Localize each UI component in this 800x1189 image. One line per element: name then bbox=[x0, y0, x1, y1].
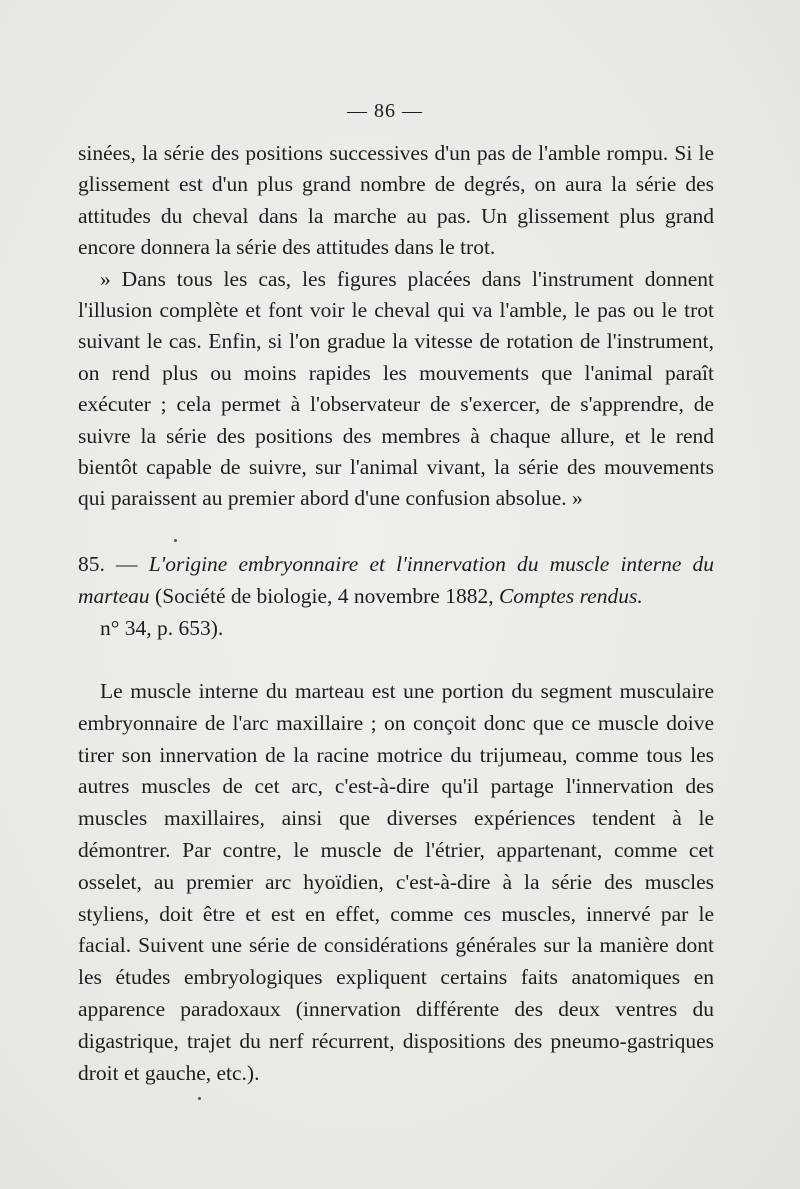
intro-text bbox=[78, 138, 714, 515]
entry-number: 85. — bbox=[78, 552, 138, 576]
ink-speck bbox=[198, 1097, 201, 1100]
entry-citation bbox=[78, 548, 714, 644]
summary-text bbox=[78, 676, 714, 1089]
summary-paragraph: Le muscle interne du marteau est une portion du segment musculaire embryonnaire de l'arc maxillaire ; on conçoit donc que ce muscle doive tirer son innervation de la racine motrice du trijumeau, comme tous les autres muscles de cet arc, c'est-à-dire qu'il partage l'innervation des muscles maxillaires, ainsi que diverses expériences tendent à le démontrer. Par contre, le muscle de l'étrier, appartenant, comme cet osselet, au premier arc hyoïdien, c'est-à-dire à la série des muscles styliens, doit être et est en effet, comme ces muscles, innervé par le facial. Suivent une série de considérations générales sur la manière dont les études embryologiques expliquent certains faits anatomiques en apparence paradoxaux (innervation différente des deux ventres du digastrique, trajet du nerf récurrent, dispositions des pneumo-gastriques droit et gauche, etc.). bbox=[78, 679, 714, 1085]
ink-speck bbox=[174, 539, 177, 542]
entry-source: (Société de biologie, 4 novembre 1882, bbox=[155, 584, 494, 608]
intro-paragraph-2: » Dans tous les cas, les figures placées dans l'instrument donnent l'illusion complète et font voir le cheval qui va l'amble, le pas ou le trot suivant le cas. Enfin, si l'on gradue la vitesse de rotation de l'instrument, on rend plus ou moins rapides les mouvements que l'animal paraît exécuter ; cela permet à l'observateur de s'exercer, de s'apprendre, de suivre la série des positions des membres à chaque allure, et le rend bientôt capable de suivre, sur l'animal vivant, la série des mouvements qui paraissent au premier abord d'une confusion absolue. » bbox=[78, 266, 714, 511]
intro-paragraph-1: sinées, la série des positions successives d'un pas de l'amble rompu. Si le glissement est d'un plus grand nombre de degrés, on aura la série des attitudes du cheval dans la marche au pas. Un glissement plus grand encore donnera la série des attitudes dans le trot. bbox=[78, 141, 714, 260]
bibliography-entry bbox=[78, 548, 714, 644]
entry-journal: Comptes rendus. bbox=[498, 584, 643, 608]
page-number: — 86 — bbox=[347, 100, 423, 122]
entry-issue: n° 34, p. 653). bbox=[100, 616, 224, 640]
entry-title: L'origine embryonnaire et l'innervation du muscle interne du marteau bbox=[78, 552, 715, 608]
